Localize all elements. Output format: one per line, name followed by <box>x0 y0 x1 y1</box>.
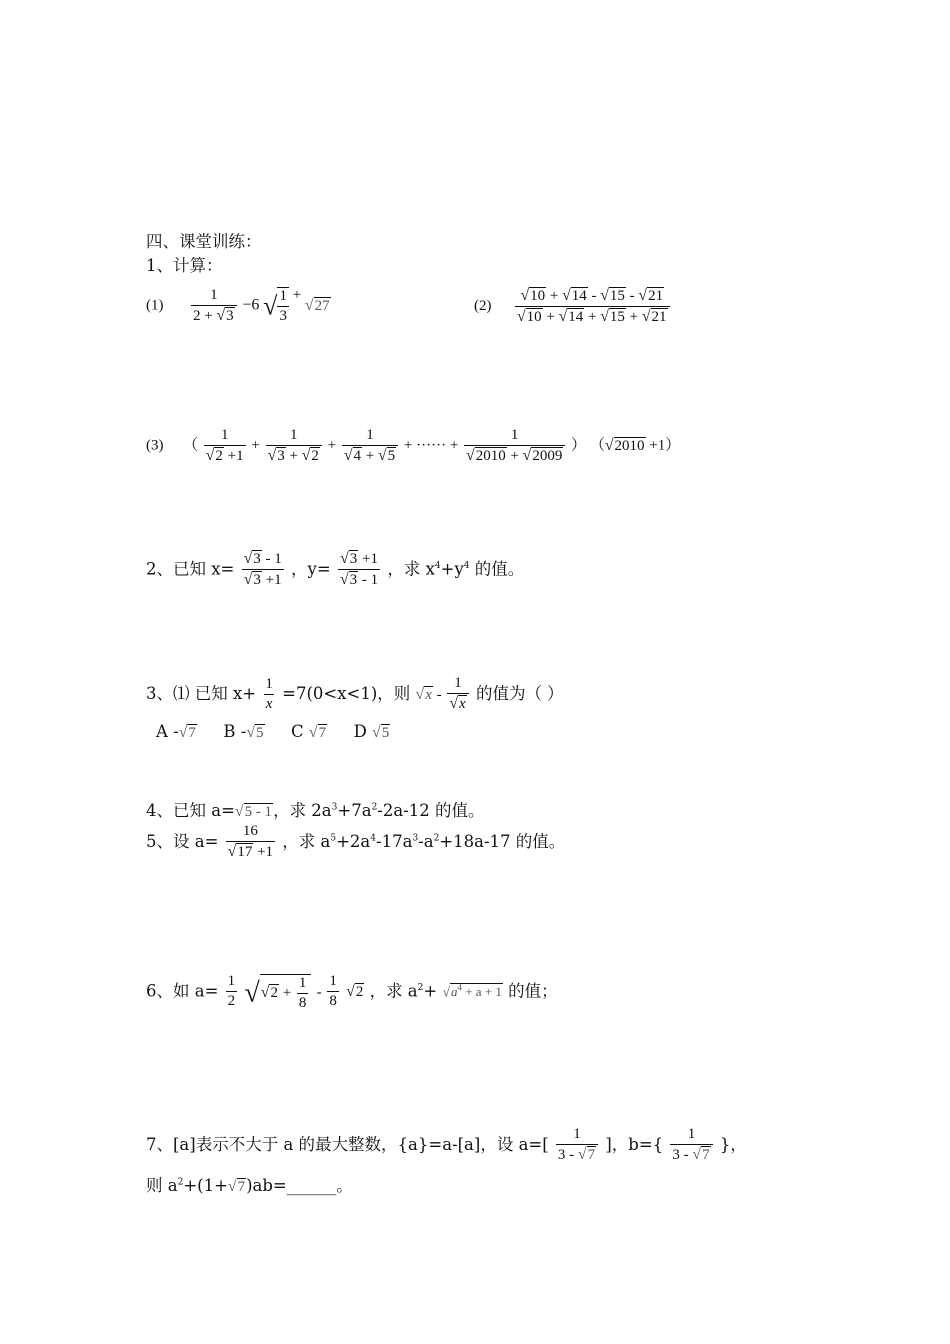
question-7-line1: 7、[a]表示不大于 a 的最大整数，{a}=a-[a]，设 a=[ $\frac{1}{3 - √7}$ ]，b={ $\frac{1}{3 - √7}$ }， <box>146 1126 747 1164</box>
option-d[interactable]: D √5 <box>353 722 390 741</box>
question-4: 4、已知 a=√5 - 1，求 $2a^3+7a^2-2a-12$ 的值。 <box>146 801 485 820</box>
section-title: 四、课堂训练： <box>146 232 262 251</box>
option-c[interactable]: C √7 <box>291 722 327 741</box>
option-b[interactable]: B -√5 <box>223 722 264 741</box>
q1-part3: (3) （ $\frac{1}{√2 +1}$ + $\frac{1}{√3 + √2}$ + $\frac{1}{√4 + √5}$ + ······ + $\frac{1}{√2010 + √2009}$ ） （√2010 +1） <box>146 427 681 465</box>
q1-label: 1、计算： <box>146 256 223 275</box>
question-7-line2: 则 $a^2+(1+√7)ab=\_\_\_\_\_\_$。 <box>146 1176 353 1195</box>
question-2: 2、已知 x= $\frac{√3 - 1}{√3 +1}$ ，y= $\frac{√3 +1}{√3 - 1}$ ，求 $x^4+y^4$ 的值。 <box>146 550 525 589</box>
sqrt-27: √27 <box>304 296 330 314</box>
question-3: 3、⑴ 已知 x+ $\frac{1}{x}$ =7(0<x<1)，则 √x - $\frac{1}{√x}$ 的值为（ ） <box>146 675 564 713</box>
q1-part1: (1) $\frac{1}{2 + √3}$ −6 √ $\frac{1}{3}$ + √27 <box>146 287 330 325</box>
tag: (1) <box>146 297 164 314</box>
question-5: 5、设 a= $\frac{16}{√17 +1}$ ，求 $a^5+2a^4-17a^3-a^2+18a-17$ 的值。 <box>146 823 566 861</box>
q3-options <box>156 722 390 742</box>
question-6: 6、如 a= $\frac{1}{2}$ √√2 + $\frac{1}{8}$ - $\frac{1}{8}$ √2 ，求 $a^2+ √a^4 + a + 1$ 的值； <box>146 973 558 1011</box>
fraction: $\frac{1}{2 + √3}$ <box>191 287 237 326</box>
option-a[interactable]: A -√7 <box>156 722 196 741</box>
fraction: $\frac{√10 + √14 - √15 - √21}{√10 + √14 + √15 + √21}$ <box>515 287 670 327</box>
q1-part2: (2) $\frac{√10 + √14 - √15 - √21}{√10 + √14 + √15 + √21}$ <box>474 287 672 327</box>
sqrt-fraction: √ $\frac{1}{3}$ <box>263 288 287 325</box>
